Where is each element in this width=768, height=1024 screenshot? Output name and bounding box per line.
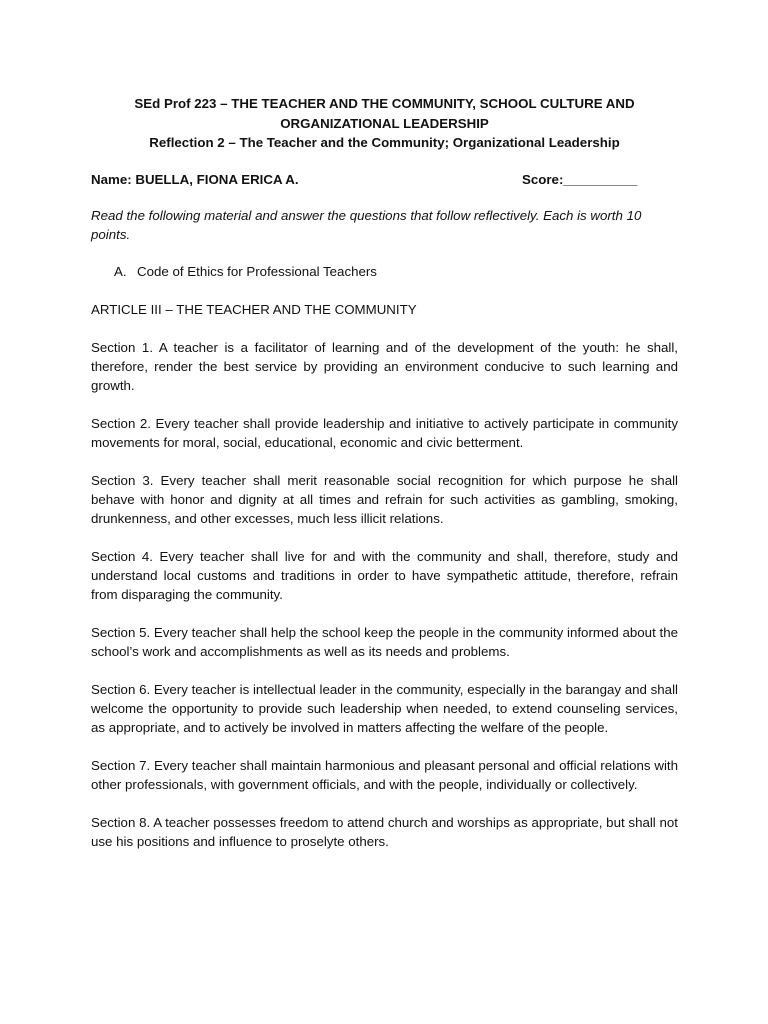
student-name: Name: BUELLA, FIONA ERICA A.	[91, 171, 299, 187]
section-paragraph: Section 6. Every teacher is intellectual leader in the community, especially in the barangay and shall welcome the opportunity to provide such leadership when needed, to extend counseling services, as appropriate, and to actively be involved in matters affecting the welfare of the people.	[91, 681, 678, 735]
section-paragraph: Section 8. A teacher possesses freedom to attend church and worships as appropriate, but shall not use his positions and influence to proselyte others.	[91, 814, 678, 849]
sections-list	[91, 338, 678, 851]
reflection-title: Reflection 2 – The Teacher and the Community; Organizational Leadership	[149, 135, 620, 150]
course-title-continued: ORGANIZATIONAL LEADERSHIP	[280, 115, 489, 131]
section-paragraph: Section 3. Every teacher shall merit reasonable social recognition for which purpose he shall behave with honor and dignity at all times and refrain for such activities as gambling, smoking, drunkenness, and other excesses, much less illicit relations.	[91, 472, 678, 526]
list-marker: A.	[114, 263, 127, 279]
section-paragraph: Section 5. Every teacher shall help the school keep the people in the community informed about the school’s work and accomplishments as well as its needs and problems.	[91, 624, 678, 659]
course-title: SEd Prof 223 – THE TEACHER AND THE COMMUNITY, SCHOOL CULTURE AND	[134, 96, 635, 111]
section-paragraph: Section 7. Every teacher shall maintain harmonious and pleasant personal and official relations with other professionals, with government officials, and with the people, individually or collectively.	[91, 757, 678, 792]
list-item	[114, 262, 678, 281]
score-field: Score:__________	[522, 171, 638, 187]
name-score-line	[91, 170, 678, 190]
article-heading: ARTICLE III – THE TEACHER AND THE COMMUNITY	[91, 301, 417, 317]
list-item-text: Code of Ethics for Professional Teachers	[137, 263, 377, 279]
section-paragraph: Section 4. Every teacher shall live for and with the community and shall, therefore, study and understand local customs and traditions in order to have sympathetic attitude, therefore, refrain from disparaging the community.	[91, 548, 678, 602]
instructions: Read the following material and answer the questions that follow reflectively. Each is worth 10 points.	[91, 207, 642, 242]
section-paragraph: Section 2. Every teacher shall provide leadership and initiative to actively participate in community movements for moral, social, educational, economic and civic betterment.	[91, 415, 678, 450]
section-paragraph: Section 1. A teacher is a facilitator of learning and of the development of the youth: he shall, therefore, render the best service by providing an environment conducive to such learning and growth.	[91, 339, 678, 393]
